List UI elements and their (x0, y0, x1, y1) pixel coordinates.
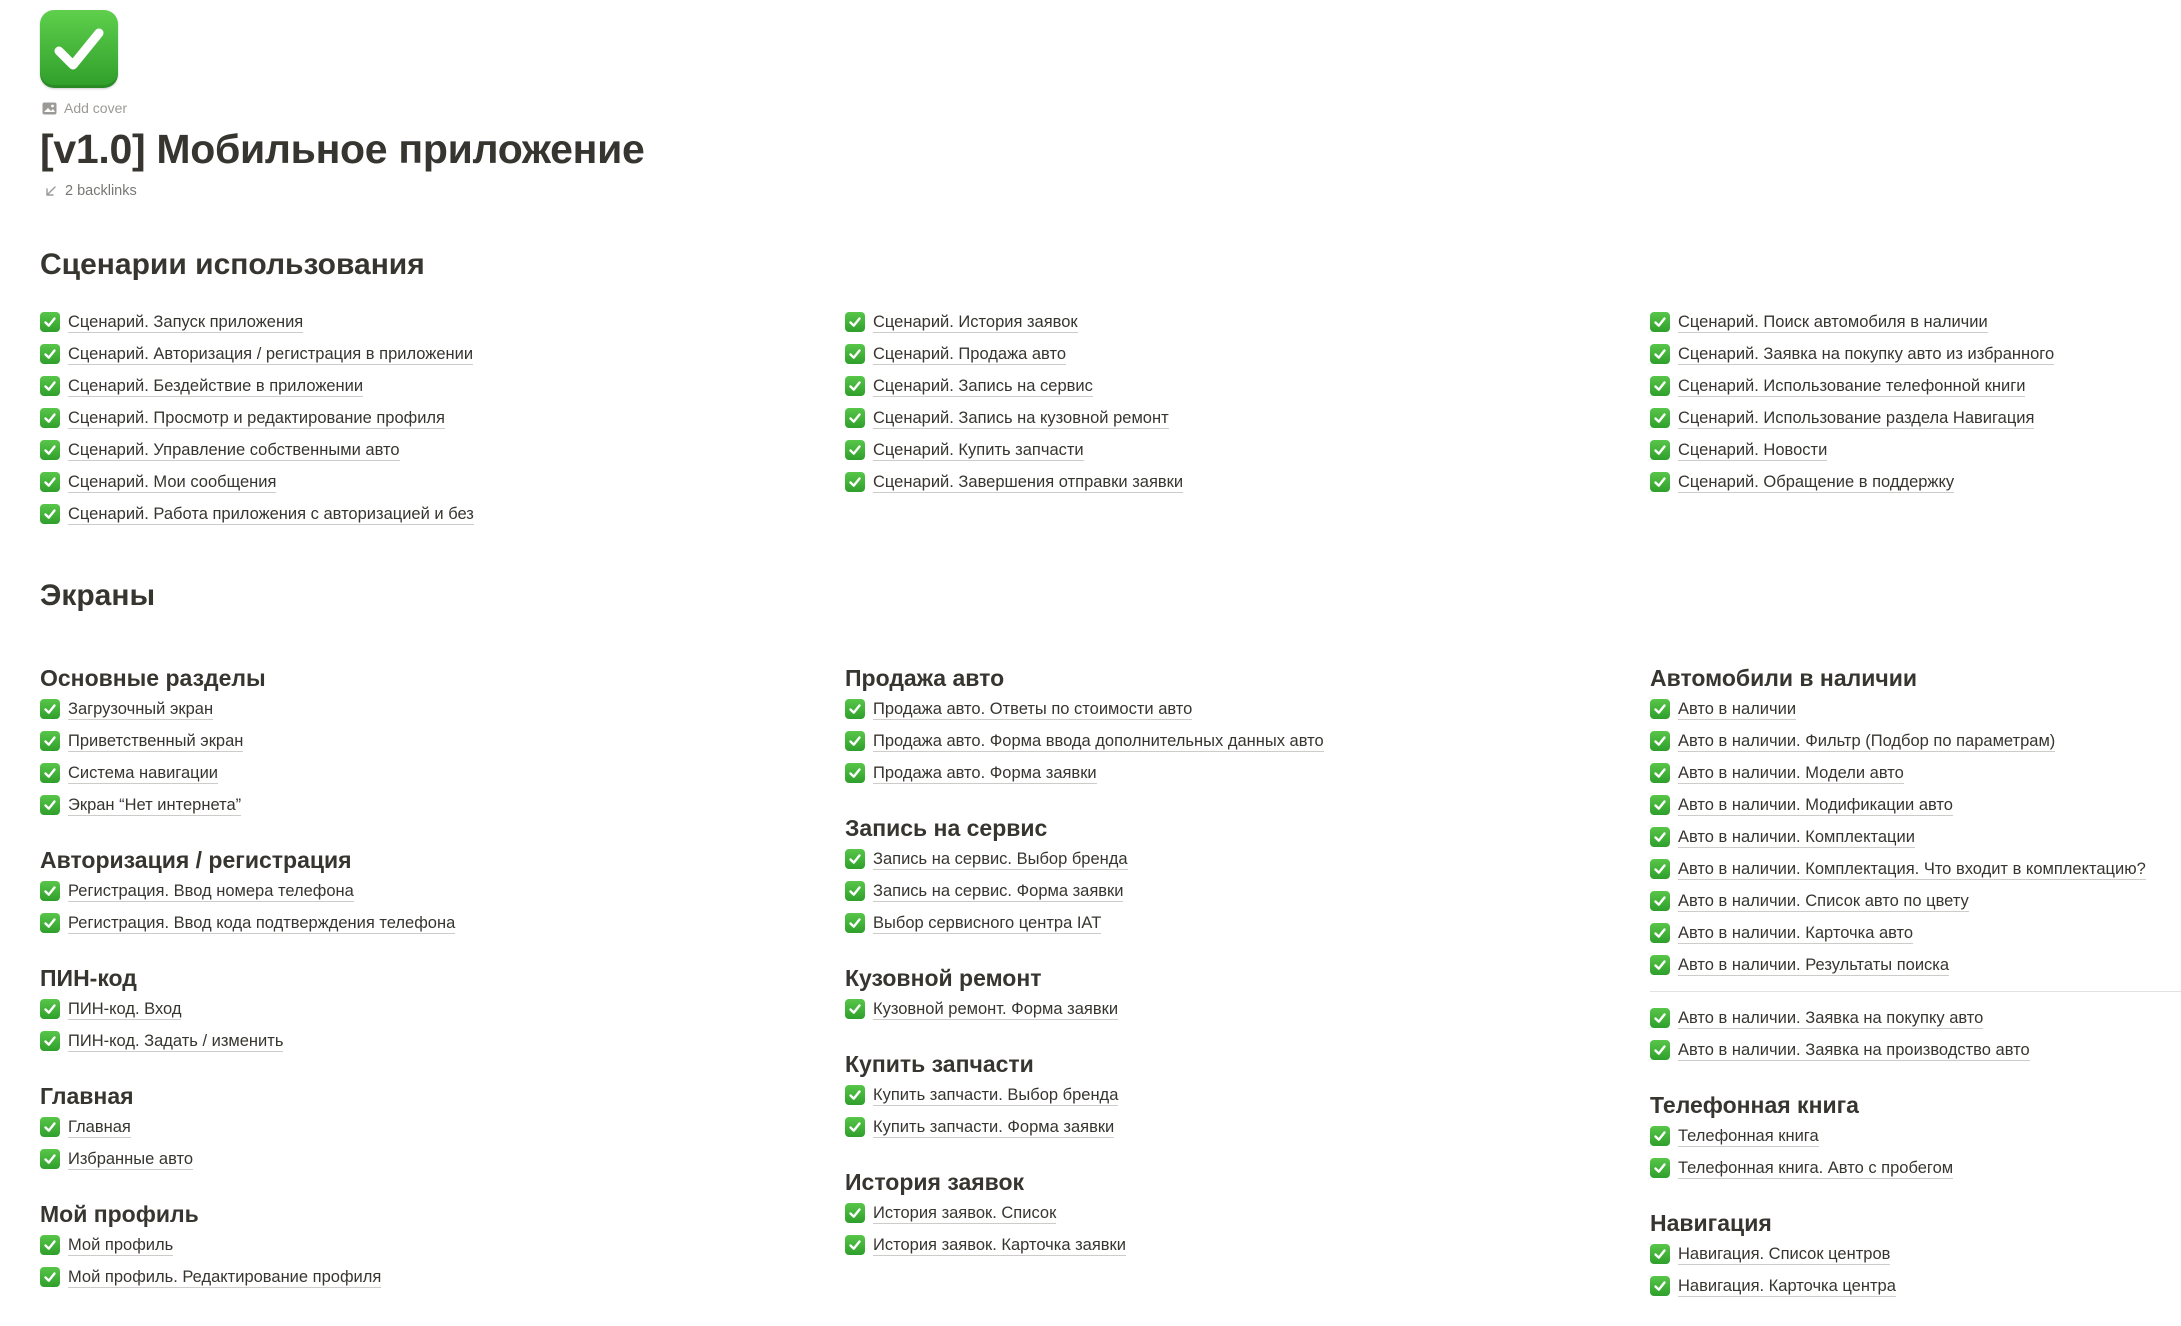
page-link-label: Кузовной ремонт. Форма заявки (873, 999, 1119, 1018)
check-mark-icon (1650, 731, 1670, 751)
page-link-item[interactable] (1650, 466, 2181, 498)
screen-group-heading: История заявок (845, 1169, 1025, 1195)
add-cover-button[interactable] (42, 100, 127, 116)
page-link-label: Сценарий. Авторизация / регистрация в приложении (68, 344, 474, 363)
check-mark-icon (845, 472, 865, 492)
page-link-label: Сценарий. Работа приложения с авторизацией и без (68, 504, 474, 523)
screen-group-heading: Запись на сервис (845, 815, 1048, 841)
check-mark-icon (845, 1235, 865, 1255)
page-link-item[interactable] (1650, 821, 2181, 853)
page-link-label: Авто в наличии. Комплектация. Что входит в комплектацию? (1678, 859, 2146, 878)
page-link-item[interactable] (40, 693, 830, 725)
page-link-label: Авто в наличии. Карточка авто (1678, 923, 1914, 942)
check-mark-icon (1650, 312, 1670, 332)
page-link-item[interactable] (40, 757, 830, 789)
page-link-item[interactable] (845, 993, 1635, 1025)
page-link-item[interactable] (1650, 370, 2181, 402)
page-link-label: Телефонная книга. Авто с пробегом (1678, 1158, 1954, 1177)
page-link-label: Авто в наличии. Фильтр (Подбор по параметрам) (1678, 731, 2056, 750)
check-mark-icon (40, 795, 60, 815)
page-link-label: Продажа авто. Ответы по стоимости авто (873, 699, 1193, 718)
page-link-item[interactable] (40, 434, 830, 466)
screen-group-heading: Кузовной ремонт (845, 965, 1042, 991)
check-mark-icon (40, 504, 60, 524)
page-link-item[interactable] (1650, 434, 2181, 466)
screen-group-heading: Автомобили в наличии (1650, 665, 1917, 691)
page-link-label: Купить запчасти. Выбор бренда (873, 1085, 1119, 1104)
check-mark-icon (40, 731, 60, 751)
page-link-item[interactable] (40, 1143, 830, 1175)
check-mark-icon (1650, 923, 1670, 943)
check-mark-icon (845, 344, 865, 364)
page-link-item[interactable] (40, 1229, 830, 1261)
page-link-item[interactable] (40, 875, 830, 907)
page-link-item[interactable] (845, 306, 1635, 338)
check-mark-icon (1650, 376, 1670, 396)
check-mark-icon (1650, 763, 1670, 783)
screen-group (845, 663, 1635, 789)
check-mark-icon (1650, 344, 1670, 364)
page-link-label: Запись на сервис. Выбор бренда (873, 849, 1128, 868)
page-link-item[interactable] (845, 1111, 1635, 1143)
page-link-item[interactable] (1650, 306, 2181, 338)
arrow-down-left-icon (44, 185, 57, 198)
page-link-label: Сценарий. Бездействие в приложении (68, 376, 364, 395)
check-mark-icon (845, 440, 865, 460)
page-link-item[interactable] (845, 875, 1635, 907)
check-mark-icon (1650, 955, 1670, 975)
page-link-label: Сценарий. Купить запчасти (873, 440, 1084, 459)
page-link-label: Авто в наличии. Список авто по цвету (1678, 891, 1969, 910)
page-link-label: ПИН-код. Вход (68, 999, 182, 1018)
page-link-item[interactable] (40, 1025, 830, 1057)
scenarios-heading: Сценарии использования (40, 248, 425, 281)
screen-group-heading: Главная (40, 1083, 134, 1109)
page-link-item[interactable] (1650, 917, 2181, 949)
page-link-label: Продажа авто. Форма ввода дополнительных данных авто (873, 731, 1324, 750)
check-mark-icon (1650, 827, 1670, 847)
page-link-item[interactable] (1650, 725, 2181, 757)
backlinks-label: 2 backlinks (65, 183, 137, 199)
check-mark-icon (845, 881, 865, 901)
check-mark-icon (1650, 891, 1670, 911)
page-link-label: Приветственный экран (68, 731, 244, 750)
page-link-item[interactable] (1650, 1152, 2181, 1184)
check-mark-icon (1650, 859, 1670, 879)
page-link-item[interactable] (845, 907, 1635, 939)
screen-group (40, 663, 830, 821)
check-mark-icon (40, 1117, 60, 1137)
check-mark-icon (40, 1235, 60, 1255)
page-link-label: Сценарий. Запись на сервис (873, 376, 1093, 395)
page-link-label: Система навигации (68, 763, 219, 782)
page-link-label: Загрузочный экран (68, 699, 214, 718)
page-link-item[interactable] (845, 693, 1635, 725)
page-link-label: Авто в наличии. Модели авто (1678, 763, 1904, 782)
check-mark-icon (1650, 1040, 1670, 1060)
screen-group (1650, 663, 2181, 1066)
page-link-label: Сценарий. Запуск приложения (68, 312, 304, 331)
page-link-label: Сценарий. Поиск автомобиля в наличии (1678, 312, 1988, 331)
check-mark-icon (1650, 1244, 1670, 1264)
page-link-item[interactable] (845, 757, 1635, 789)
screen-group (845, 1167, 1635, 1261)
page-link-item[interactable] (845, 1079, 1635, 1111)
page-link-item[interactable] (1650, 757, 2181, 789)
page-link-label: Сценарий. Завершения отправки заявки (873, 472, 1184, 491)
page-link-item[interactable] (845, 725, 1635, 757)
page-link-item[interactable] (1650, 949, 2181, 981)
page-link-item[interactable] (40, 789, 830, 821)
screen-group-heading: ПИН-код (40, 965, 137, 991)
page-link-label: История заявок. Карточка заявки (873, 1235, 1126, 1254)
page-link-item[interactable] (845, 370, 1635, 402)
page-link-item[interactable] (845, 434, 1635, 466)
page-link-label: Мой профиль (68, 1235, 174, 1254)
page-link-label: Сценарий. Обращение в поддержку (1678, 472, 1955, 491)
page-link-item[interactable] (1650, 402, 2181, 434)
screen-group-heading: Купить запчасти (845, 1051, 1034, 1077)
screen-group (1650, 1208, 2181, 1302)
page-link-item[interactable] (1650, 1120, 2181, 1152)
page-link-item[interactable] (1650, 789, 2181, 821)
page-link-item[interactable] (40, 1111, 830, 1143)
screen-group (845, 1049, 1635, 1143)
check-mark-icon (40, 376, 60, 396)
check-mark-icon (845, 1203, 865, 1223)
check-mark-icon (1650, 699, 1670, 719)
check-mark-icon (40, 312, 60, 332)
screen-group (40, 845, 830, 939)
check-mark-icon (49, 19, 109, 79)
page-link-label: Авто в наличии. Результаты поиска (1678, 955, 1950, 974)
screens-heading: Экраны (40, 579, 156, 612)
screen-group (40, 1199, 830, 1293)
page-link-item[interactable] (1650, 1270, 2181, 1302)
page-link-item[interactable] (845, 843, 1635, 875)
page-link-label: Выбор сервисного центра IAT (873, 913, 1102, 932)
page-link-item[interactable] (40, 498, 830, 530)
page-link-label: Авто в наличии. Комплектации (1678, 827, 1915, 846)
page-link-label: Авто в наличии. Модификации авто (1678, 795, 1953, 814)
check-mark-icon (845, 849, 865, 869)
page-link-label: Главная (68, 1117, 131, 1136)
page-link-item[interactable] (40, 306, 830, 338)
check-mark-icon (845, 731, 865, 751)
check-mark-icon (845, 763, 865, 783)
check-mark-icon (1650, 1126, 1670, 1146)
page-link-label: Авто в наличии (1678, 699, 1797, 718)
check-mark-icon (1650, 408, 1670, 428)
check-mark-icon (40, 913, 60, 933)
check-mark-icon (40, 1149, 60, 1169)
check-mark-icon (40, 999, 60, 1019)
page-link-item[interactable] (40, 725, 830, 757)
check-mark-icon (40, 440, 60, 460)
check-mark-icon (1650, 1158, 1670, 1178)
screen-group-heading: Основные разделы (40, 665, 266, 691)
page-link-label: Избранные авто (68, 1149, 194, 1168)
check-mark-icon (845, 1085, 865, 1105)
check-mark-icon (40, 1267, 60, 1287)
page-link-label: Навигация. Список центров (1678, 1244, 1891, 1263)
screen-group-heading: Продажа авто (845, 665, 1005, 691)
check-mark-icon (40, 1031, 60, 1051)
page-link-item[interactable] (1650, 885, 2181, 917)
screen-group-heading: Навигация (1650, 1210, 1772, 1236)
check-mark-icon (845, 376, 865, 396)
check-mark-icon (845, 999, 865, 1019)
check-mark-icon (40, 472, 60, 492)
check-mark-icon (845, 408, 865, 428)
check-mark-icon (1650, 1276, 1670, 1296)
check-mark-icon (40, 699, 60, 719)
screen-group (40, 1081, 830, 1175)
page-link-item[interactable] (845, 402, 1635, 434)
page-link-label: Сценарий. Заявка на покупку авто из избранного (1678, 344, 2055, 363)
page-link-label: История заявок. Список (873, 1203, 1057, 1222)
check-mark-icon (845, 913, 865, 933)
check-mark-icon (845, 699, 865, 719)
page-link-label: ПИН-код. Задать / изменить (68, 1031, 284, 1050)
page-link-item[interactable] (40, 338, 830, 370)
page-link-item[interactable] (845, 338, 1635, 370)
scenarios-column-2 (845, 306, 1635, 498)
page-link-label: Авто в наличии. Заявка на покупку авто (1678, 1008, 1984, 1027)
screen-group (845, 813, 1635, 939)
page-link-label: Сценарий. История заявок (873, 312, 1078, 331)
screen-group-heading: Телефонная книга (1650, 1092, 1859, 1118)
page-link-label: Продажа авто. Форма заявки (873, 763, 1097, 782)
image-icon (42, 102, 57, 115)
page-link-label: Мой профиль. Редактирование профиля (68, 1267, 382, 1286)
page-link-label: Сценарий. Новости (1678, 440, 1828, 459)
backlinks-button[interactable] (44, 183, 137, 199)
page-link-label: Запись на сервис. Форма заявки (873, 881, 1124, 900)
page-link-item[interactable] (1650, 1002, 2181, 1034)
page-link-item[interactable] (1650, 853, 2181, 885)
add-cover-label: Add cover (64, 100, 128, 116)
screen-group (40, 963, 830, 1057)
screen-group (1650, 1090, 2181, 1184)
scenarios-column-3 (1650, 306, 2181, 498)
check-mark-icon (1650, 1008, 1670, 1028)
check-mark-icon (40, 408, 60, 428)
page-link-label: Навигация. Карточка центра (1678, 1276, 1896, 1295)
page-link-item[interactable] (1650, 338, 2181, 370)
screen-group (845, 963, 1635, 1025)
check-mark-icon (1650, 795, 1670, 815)
page-link-item[interactable] (40, 1261, 830, 1293)
page-link-label: Экран “Нет интернета” (68, 795, 242, 814)
page-icon-check[interactable] (40, 10, 118, 88)
page-link-label: Купить запчасти. Форма заявки (873, 1117, 1115, 1136)
page-link-item[interactable] (1650, 1034, 2181, 1066)
check-mark-icon (1650, 440, 1670, 460)
check-mark-icon (1650, 472, 1670, 492)
check-mark-icon (845, 1117, 865, 1137)
page-link-label: Авто в наличии. Заявка на производство авто (1678, 1040, 2030, 1059)
check-mark-icon (40, 881, 60, 901)
page-link-item[interactable] (40, 907, 830, 939)
page-link-label: Регистрация. Ввод кода подтверждения телефона (68, 913, 456, 932)
scenarios-column-1 (40, 306, 830, 530)
page-link-label: Сценарий. Управление собственными авто (68, 440, 400, 459)
page-link-label: Сценарий. Продажа авто (873, 344, 1067, 363)
page-link-item[interactable] (40, 466, 830, 498)
page-link-item[interactable] (845, 1229, 1635, 1261)
page-link-label: Сценарий. Использование телефонной книги (1678, 376, 2026, 395)
check-mark-icon (845, 312, 865, 332)
page-link-item[interactable] (845, 1197, 1635, 1229)
screens-column-3 (1650, 663, 2181, 1326)
page-title[interactable]: [v1.0] Мобильное приложение (40, 126, 645, 172)
page-link-item[interactable] (1650, 693, 2181, 725)
page-link-label: Телефонная книга (1678, 1126, 1819, 1145)
page-link-label: Регистрация. Ввод номера телефона (68, 881, 354, 900)
page-link-label: Сценарий. Использование раздела Навигация (1678, 408, 2035, 427)
page-link-item[interactable] (40, 993, 830, 1025)
page-link-item[interactable] (1650, 1238, 2181, 1270)
screens-column-1 (40, 663, 830, 1317)
screen-group-heading: Мой профиль (40, 1201, 199, 1227)
screen-group-heading: Авторизация / регистрация (40, 847, 352, 873)
page-link-item[interactable] (40, 370, 830, 402)
page-link-label: Сценарий. Мои сообщения (68, 472, 277, 491)
divider (1650, 991, 2181, 992)
page-link-item[interactable] (40, 402, 830, 434)
screens-column-2 (845, 663, 1635, 1285)
page-link-item[interactable] (845, 466, 1635, 498)
page-link-label: Сценарий. Просмотр и редактирование профиля (68, 408, 445, 427)
check-mark-icon (40, 344, 60, 364)
page-link-label: Сценарий. Запись на кузовной ремонт (873, 408, 1169, 427)
check-mark-icon (40, 763, 60, 783)
